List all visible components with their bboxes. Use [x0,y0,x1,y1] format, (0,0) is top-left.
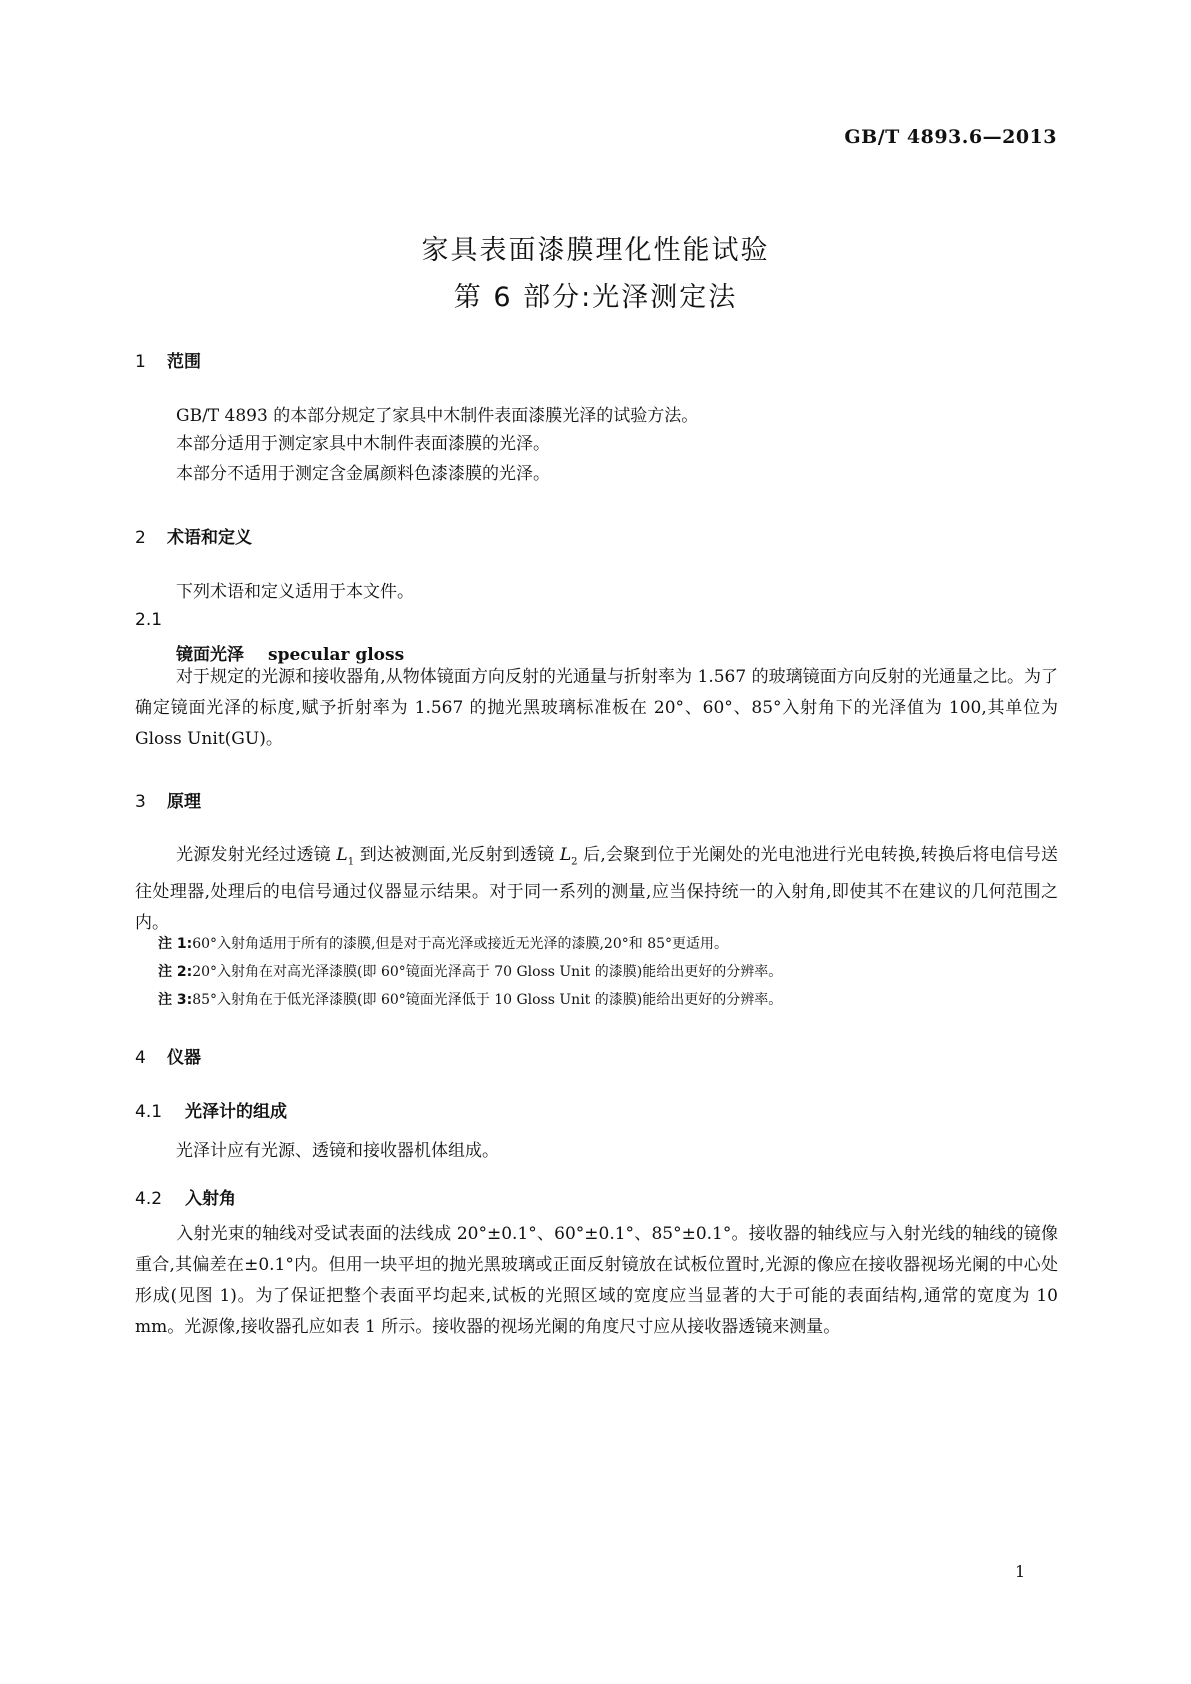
section-number: 2 [135,528,146,548]
page-number: 1 [1015,1562,1026,1581]
section-number: 4 [135,1048,146,1068]
section-2-heading [135,523,252,548]
note: 注 3:85°入射角在于低光泽漆膜(即 60°镜面光泽低于 10 Gloss Unit 的漆膜)能给出更好的分辨率。 [158,992,783,1008]
section-number: 3 [135,792,146,812]
section-title: 仪器 [167,1048,201,1068]
section-3-heading [135,787,201,812]
subsection-title: 入射角 [185,1189,236,1209]
lens-symbol: L [336,845,348,865]
note: 注 1:60°入射角适用于所有的漆膜,但是对于高光泽或接近无光泽的漆膜,20°和 85°更适用。 [158,936,729,952]
section-title: 范围 [167,352,201,372]
section-1-heading [135,347,201,372]
paragraph: 光泽计应有光源、透镜和接收器机体组成。 [176,1141,499,1161]
section-title: 术语和定义 [167,528,252,548]
lens-symbol: L [559,845,572,865]
principle-paragraph: 光源发射光经过透镜 $L_1$ 到达被测面,光反射到透镜 $L_2$ 后,会聚到位于光阑处的光电池进行光电转换,转换后将电信号送往处理器,处理后的电信号通过仪器显示结果。对于同一系列的测量,应当保持统一的入射角,即使其不在建议的几何范围之内。 [135,845,1059,934]
paragraph: GB/T 4893 的本部分规定了家具中木制件表面漆膜光泽的试验方法。 [176,406,699,426]
standard-number: GB/T 4893.6—2013 [844,126,1057,148]
section-title: 原理 [167,792,201,812]
definition-paragraph: 对于规定的光源和接收器角,从物体镜面方向反射的光通量与折射率为 1.567 的玻璃镜面方向反射的光通量之比。为了确定镜面光泽的标度,赋予折射率为 1.567 的抛光黑玻璃标准板在 20°、60°、85°入射角下的光泽值为 100,其单位为 Gloss Unit(GU)。 [135,667,1058,749]
paragraph: 下列术语和定义适用于本文件。 [176,582,414,602]
note: 注 2:20°入射角在对高光泽漆膜(即 60°镜面光泽高于 70 Gloss Unit 的漆膜)能给出更好的分辨率。 [158,964,783,980]
subsection-number: 4.1 [135,1102,163,1122]
section-number: 1 [135,352,146,372]
subsection-4-1-heading [135,1097,287,1122]
section-4-heading [135,1043,201,1068]
subsection-title: 光泽计的组成 [185,1102,287,1122]
subsection-4-2-heading [135,1184,236,1209]
subsection-number: 4.2 [135,1189,163,1209]
paragraph: 本部分适用于测定家具中木制件表面漆膜的光泽。 [176,434,550,454]
term-english: specular gloss [268,645,405,665]
title-line-1: 家具表面漆膜理化性能试验 [421,235,770,266]
incidence-angle-paragraph: 入射光束的轴线对受试表面的法线成 20°±0.1°、60°±0.1°、85°±0.1°。接收器的轴线应与入射光线的轴线的镜像重合,其偏差在±0.1°内。但用一块平坦的抛光黑玻璃或正面反射镜放在试板位置时,光源的像应在接收器视场光阑的中心处形成(见图 1)。为了保证把整个表面平均起来,试板的光照区域的宽度应当显著的大于可能的表面结构,通常的宽度为 10 mm。光源像,接收器孔应如表 1 所示。接收器的视场光阑的角度尺寸应从接收器透镜来测量。 [135,1224,1058,1337]
title-line-2: 第 6 部分:光泽测定法 [453,282,738,313]
paragraph: 本部分不适用于测定含金属颜料色漆漆膜的光泽。 [176,464,550,484]
subsection-number: 2.1 [135,610,163,630]
term-chinese: 镜面光泽 [176,645,244,665]
